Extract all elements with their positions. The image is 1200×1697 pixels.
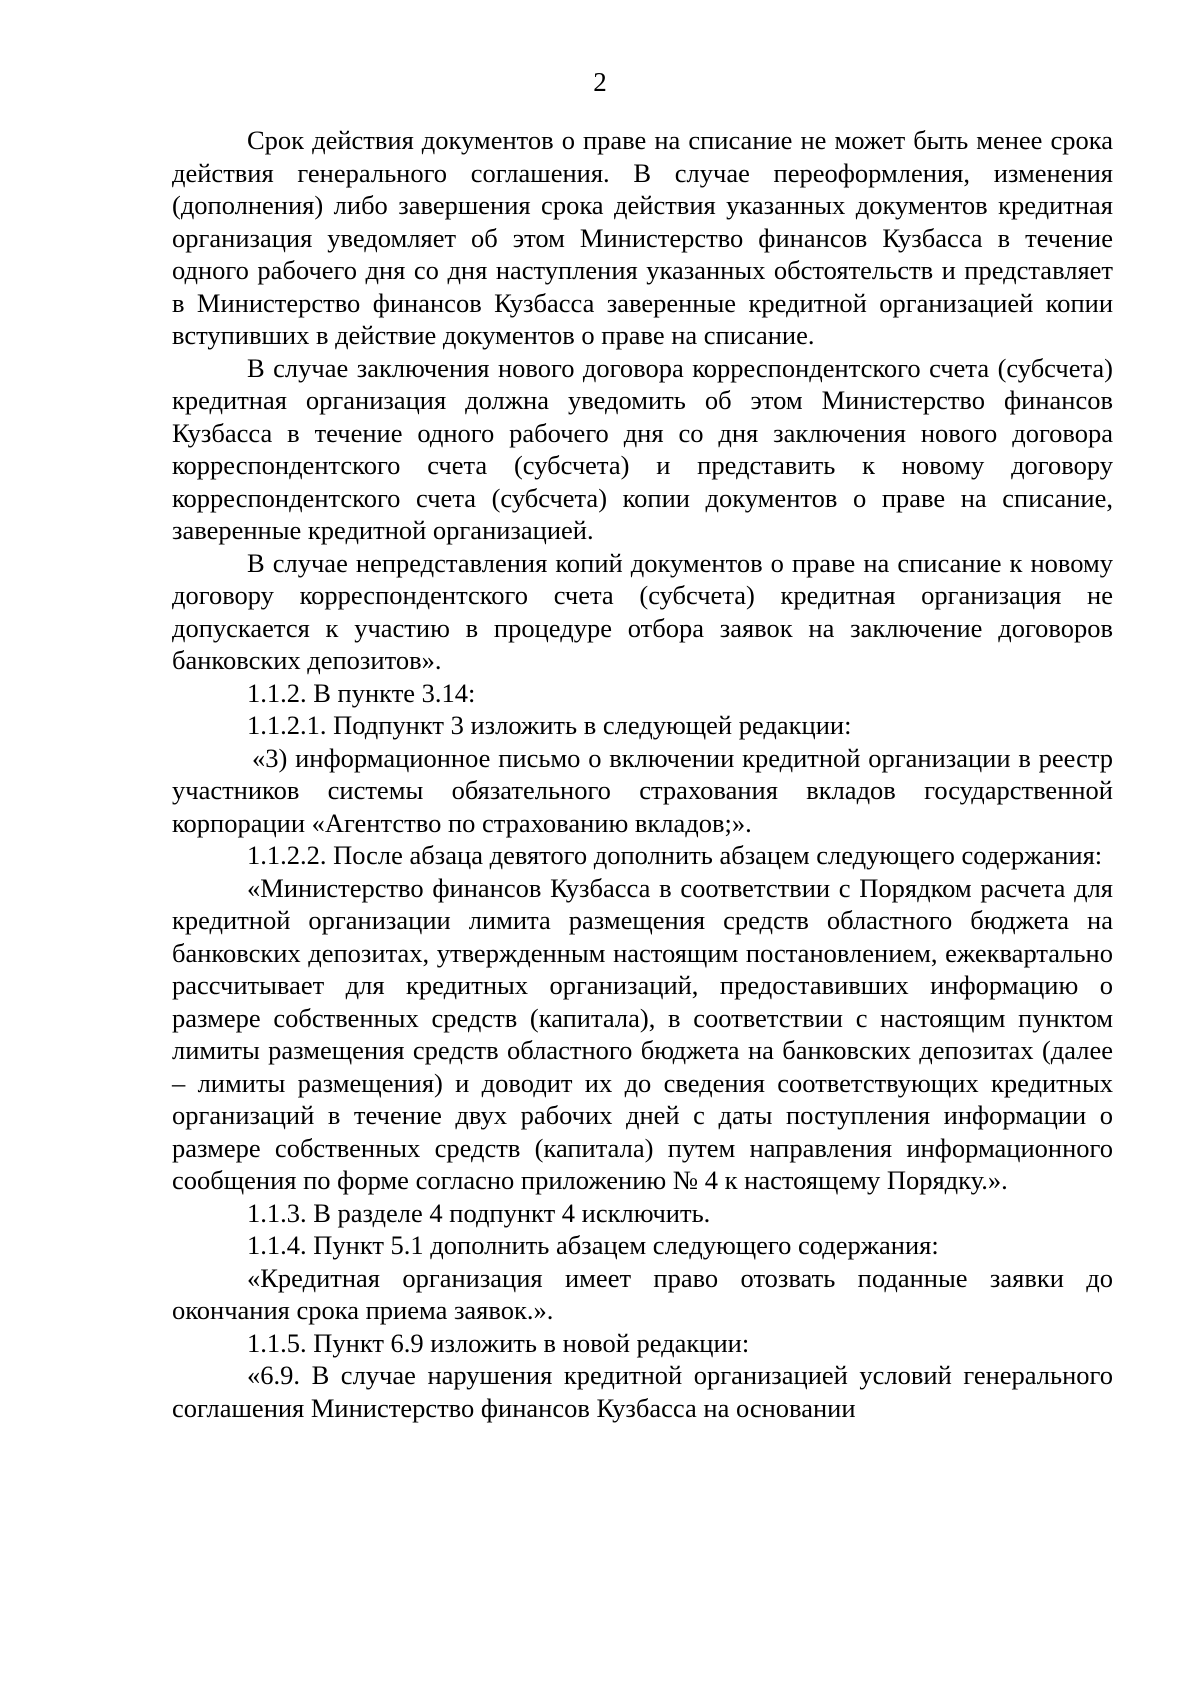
clause-1-1-4: 1.1.4. Пункт 5.1 дополнить абзацем следующего содержания:: [247, 1230, 939, 1260]
clause-1-1-2: 1.1.2. В пункте 3.14:: [247, 677, 476, 708]
paragraph-non-submission: В случае непредставления копий документов о праве на списание к новому договору корреспондентского счета (субсчета) кредитная организация не допускается к участию в процедуре отбора заявок на заключение договоров банковских депозитов».: [172, 547, 1113, 675]
paragraph-6-9: «6.9. В случае нарушения кредитной организацией условий генерального соглашения Министерство финансов Кузбасса на основании: [172, 1360, 1113, 1423]
clause-1-1-2-1: 1.1.2.1. Подпункт 3 изложить в следующей редакции:: [247, 710, 852, 740]
clause-1-1-3: 1.1.3. В разделе 4 подпункт 4 исключить.: [247, 1197, 711, 1228]
paragraph-withdraw-applications: «Кредитная организация имеет право отозвать поданные заявки до окончания срока приема заявок.».: [172, 1262, 1113, 1325]
clause-1-1-2-2: 1.1.2.2. После абзаца девятого дополнить абзацем следующего содержания:: [247, 840, 1103, 870]
paragraph-new-correspondent-account: В случае заключения нового договора корреспондентского счета (субсчета) кредитная организация должна уведомить об этом Министерство финансов Кузбасса в течение одного рабочего дня со дня заключения нового договора корреспондентского счета (субсчета) и представить к новому договору корреспондентского счета (субсчета) копии документов о праве на списание, заверенные кредитной организацией.: [172, 352, 1113, 545]
paragraph-writeoff-docs-validity: Срок действия документов о праве на списание не может быть менее срока действия генерального соглашения. В случае переоформления, изменения (дополнения) либо завершения срока действия указанных документов кредитная организация уведомляет об этом Министерство финансов Кузбасса в течение одного рабочего дня со дня наступления указанных обстоятельств и представляет в Министерство финансов Кузбасса заверенные кредитной организацией копии вступивших в действие документов о праве на списание.: [172, 125, 1113, 350]
page-number: 2: [593, 67, 607, 97]
subclause-3-text: «3) информационное письмо о включении кредитной организации в реестр участников системы обязательного страхования вкладов государственной корпорации «Агентство по страхованию вкладов;».: [172, 742, 1113, 838]
paragraph-limit-calculation: «Министерство финансов Кузбасса в соответствии с Порядком расчета для кредитной организации лимита размещения средств областного бюджета на банковских депозитах, утвержденным настоящим постановлением, ежеквартально рассчитывает для кредитных организаций, предоставивших информацию о размере собственных средств (капитала), в соответствии с настоящим пунктом лимиты размещения средств областного бюджета на банковских депозитах (далее – лимиты размещения) и доводит их до сведения соответствующих кредитных организаций в течение двух рабочих дней с даты поступления информации о размере собственных средств (капитала) путем направления информационного сообщения по форме согласно приложению № 4 к настоящему Порядку.».: [172, 872, 1113, 1195]
clause-1-1-5: 1.1.5. Пункт 6.9 изложить в новой редакции:: [247, 1327, 750, 1358]
document-body: [172, 124, 1113, 1424]
